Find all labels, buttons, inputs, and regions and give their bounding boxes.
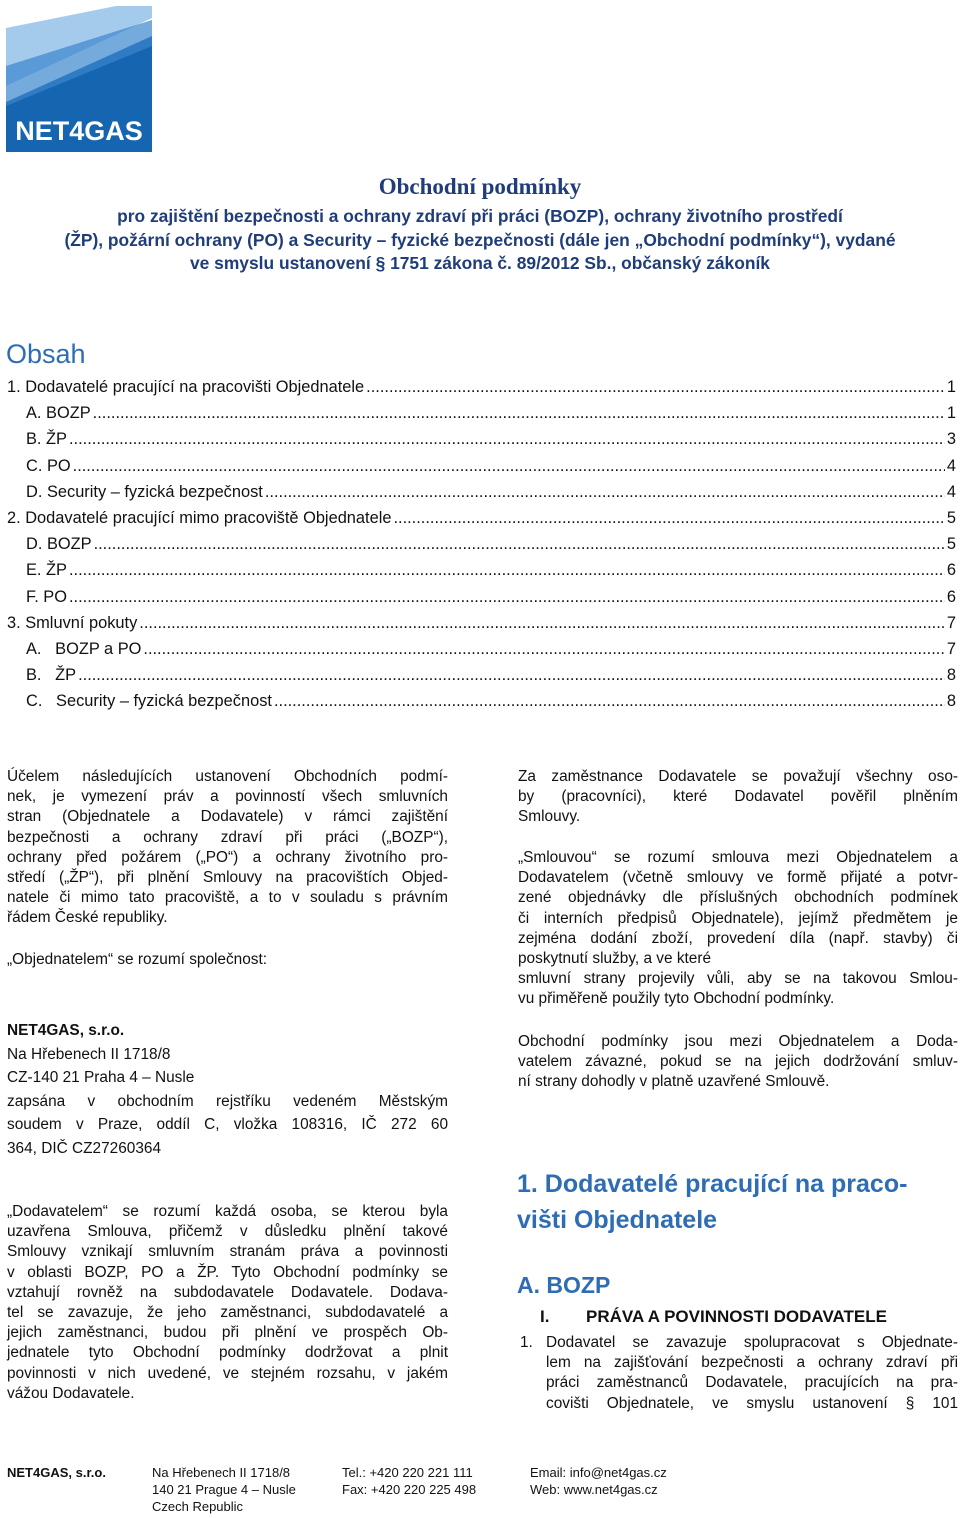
toc-entry-label: 2. Dodavatelé pracující mimo pracoviště Objednatele (7, 509, 392, 527)
toc-heading: Obsah (6, 339, 86, 369)
toc-entry[interactable] (26, 535, 956, 557)
toc-entry-label: C. PO (26, 456, 71, 475)
text-line: bezpečnosti a ochrany zdraví při práci („BOZP“), (7, 828, 448, 846)
text-line: uzavřena Smlouva, přičemž v důsledku plnění takové (7, 1223, 448, 1241)
subtitle-line: pro zajištění bezpečnosti a ochrany zdraví při práci (BOZP), ochrany životního prostředí (117, 206, 843, 226)
company-name: NET4GAS, s.r.o. (7, 1022, 125, 1039)
toc-entry[interactable] (7, 509, 956, 531)
toc-entry[interactable] (26, 483, 956, 505)
text-line: Obchodní podmínky jsou mezi Objednatelem a Doda- (518, 1033, 958, 1050)
text-line: vu přiměřeně použily tyto Obchodní podmínky. (518, 990, 835, 1008)
toc-entry-page: 4 (946, 482, 956, 501)
list-item (520, 1333, 958, 1414)
text-line: vatelem závazné, pokud se na jejich dodržování smluv- (518, 1053, 958, 1071)
footer-address (152, 1464, 296, 1515)
footer-line: 140 21 Prague 4 – Nusle (152, 1482, 296, 1497)
footer-line: Czech Republic (152, 1499, 244, 1514)
text-line: zené objednávky dle příslušných obchodních podmínek (518, 889, 958, 907)
text-line: práci zaměstnanců Dodavatele, pracujících na pra- (546, 1374, 958, 1392)
text-line: Účelem následujících ustanovení Obchodních podmí- (7, 768, 448, 785)
footer-line: Na Hřebenech II 1718/8 (152, 1465, 291, 1480)
text-line: natele či mimo tato pracoviště, a to v souladu s právním (7, 889, 448, 907)
toc-entry[interactable] (26, 666, 956, 688)
toc-entry[interactable] (26, 692, 956, 714)
toc-leader-dots (139, 614, 945, 633)
toc-entry-page: 4 (946, 456, 956, 475)
toc-entry[interactable] (7, 614, 956, 636)
toc-entry-label: A. BOZP (26, 404, 91, 423)
section-heading-line: višti Objednatele (517, 1206, 718, 1234)
footer-company: NET4GAS, s.r.o. (7, 1465, 106, 1480)
section-heading-line: 1. Dodavatelé pracující na praco- (517, 1170, 908, 1198)
toc-entry-label: 1. Dodavatelé pracující na pracovišti Objednatele (7, 378, 365, 396)
toc-entry[interactable] (26, 430, 956, 452)
text-line: Za zaměstnance Dodavatele se považují všechny oso- (518, 768, 958, 785)
toc-leader-dots (393, 509, 944, 528)
text-line: nek, je vymezení práv a povinností všech smluvních (7, 788, 448, 806)
footer-web (530, 1464, 667, 1498)
subsection-heading: A. BOZP (517, 1272, 611, 1298)
footer-line: Fax: +420 220 225 498 (342, 1482, 477, 1497)
toc-entry-page: 6 (946, 561, 956, 580)
objednatel-definition (7, 950, 448, 970)
toc-entry[interactable] (26, 588, 956, 610)
text-line: Smlouvy. (518, 808, 581, 826)
text-line: stran (Objednatele a Dodavatele) v rámci zajištění (7, 808, 448, 826)
list-item-number: 1. (520, 1334, 533, 1351)
document-title: Obchodní podmínky (378, 174, 582, 199)
toc-entry[interactable] (26, 404, 956, 426)
employees-definition (518, 767, 958, 828)
company-vat: 364, DIČ CZ27260364 (7, 1139, 162, 1157)
toc-entry-page: 1 (946, 404, 956, 423)
binding-paragraph (518, 1032, 958, 1093)
text-line: jejich zaměstnanci, budou při plnění ve prospěch Ob- (7, 1324, 448, 1342)
toc-leader-dots (366, 378, 945, 397)
toc-leader-dots (93, 404, 945, 423)
toc-entry-label: A. BOZP a PO (26, 640, 142, 658)
text-line: povinnosti v nich uvedené, ve stejném rozsahu, v jakém (7, 1364, 448, 1382)
text-line: Smlouvy vznikají smluvním stranám práva a povinnosti (7, 1243, 448, 1261)
section-heading (517, 1166, 907, 1238)
text-line: lem na zajišťování bezpečnosti a ochrany zdraví při (546, 1354, 958, 1372)
text-line: „Dodavatelem“ se rozumí každá osoba, se kterou byla (7, 1203, 448, 1220)
toc-leader-dots (274, 692, 945, 711)
toc-leader-dots (69, 561, 945, 580)
intro-paragraph (7, 767, 448, 929)
text-line: by (pracovníci), které Dodavatel pověřil plněním (518, 788, 958, 806)
toc-entry[interactable] (26, 640, 956, 662)
logo-graphic (6, 6, 152, 152)
text-line: Dodavatel se zavazuje spolupracovat s Objednate- (546, 1334, 958, 1351)
text-line: zejména dodání zboží, provedení díla (např. stavby) či (518, 929, 958, 947)
rights-heading-text: PRÁVA A POVINNOSTI DODAVATELE (586, 1307, 887, 1326)
toc-entry-page: 1 (946, 378, 956, 396)
toc-leader-dots (265, 483, 945, 502)
toc-entry-page: 5 (946, 535, 956, 554)
smlouva-definition (518, 848, 958, 1010)
company-registry: soudem v Praze, oddíl C, vložka 108316, IČ 272 60 (7, 1116, 448, 1133)
toc-leader-dots (143, 640, 944, 659)
toc-entry-label: F. PO (26, 587, 67, 606)
subtitle-line: (ŽP), požární ochrany (PO) a Security – fyzické bezpečnosti (dále jen „Obchodní podmínky“), vydané (64, 230, 896, 250)
company-city: CZ-140 21 Praha 4 – Nusle (7, 1069, 195, 1086)
toc-entry-label: C. Security – fyzická bezpečnost (26, 692, 272, 711)
toc-entry-label: D. BOZP (26, 535, 92, 554)
footer-website[interactable]: Web: www.net4gas.cz (530, 1482, 658, 1497)
text-line: covišti Objednatele, ve smyslu ustanovení § 101 (546, 1394, 958, 1412)
text-line: ochrany před požárem („PO“) a ochrany životního pro- (7, 848, 448, 866)
toc-leader-dots (94, 535, 945, 554)
rights-heading-number: I. (540, 1307, 550, 1326)
company-address: Na Hřebenech II 1718/8 (7, 1045, 171, 1063)
net4gas-logo (6, 6, 152, 152)
toc-entry-page: 8 (946, 692, 956, 711)
toc-entry-label: D. Security – fyzická bezpečnost (26, 482, 263, 501)
text-line: tel se zavazuje, že jeho zaměstnanci, subdodavatelé a (7, 1304, 448, 1322)
toc-entry-page: 6 (946, 587, 956, 606)
toc-entry-label: B. ŽP (26, 666, 77, 685)
company-registry: zapsána v obchodním rejstříku vedeném Městským (7, 1092, 448, 1110)
text-line: „Objednatelem“ se rozumí společnost: (7, 951, 268, 968)
toc-entry[interactable] (7, 378, 956, 400)
text-line: jednatele tyto Obchodní podmínky dodržovat a plnit (7, 1344, 448, 1362)
footer-phone (342, 1464, 476, 1498)
toc-entry-page: 8 (946, 666, 956, 685)
text-line: poskytnutí služby, a ve které (518, 950, 712, 968)
toc-leader-dots (78, 666, 945, 685)
text-line: či interních předpisů Objednatele), jejímž předmětem je (518, 909, 958, 927)
subtitle-line: ve smyslu ustanovení § 1751 zákona č. 89/2012 Sb., občanský zákoník (190, 253, 770, 273)
text-line: vážou Dodavatele. (7, 1384, 135, 1402)
company-info (7, 1019, 448, 1160)
toc-entry-label: E. ŽP (26, 561, 67, 580)
toc-entry-label: B. ŽP (26, 430, 67, 449)
toc-leader-dots (69, 430, 945, 449)
text-line: středí („ŽP“), při plnění Smlouvy na pracovištích Objed- (7, 869, 448, 887)
toc-entry[interactable] (26, 457, 956, 479)
footer-line: Tel.: +420 220 221 111 (342, 1465, 473, 1480)
text-line: ní strany dohodly v platně uzavřené Smlouvě. (518, 1073, 830, 1091)
toc-entry-page: 3 (946, 430, 956, 449)
toc-entry-page: 7 (946, 640, 956, 658)
footer-email[interactable]: Email: info@net4gas.cz (530, 1465, 667, 1480)
toc-entry-page: 7 (946, 613, 956, 632)
toc-entry[interactable] (26, 561, 956, 583)
logo-wordmark: NET4GAS (15, 116, 143, 146)
text-line: smluvní strany projevily vůli, aby se na takovou Smlou- (518, 970, 958, 988)
toc-leader-dots (73, 457, 945, 476)
rights-heading (540, 1307, 887, 1327)
text-line: v oblasti BOZP, PO a ŽP. Tyto Obchodní podmínky se (7, 1263, 448, 1281)
text-line: Dodavatelem (včetně smlouvy ve formě přijaté a potvr- (518, 869, 958, 887)
text-line: „Smlouvou“ se rozumí smlouva mezi Objednatelem a (518, 849, 958, 866)
dodavatel-definition (7, 1202, 448, 1404)
text-line: vztahují rovněž na subdodavatele Dodavatele. Dodava- (7, 1283, 448, 1301)
toc-leader-dots (69, 588, 945, 607)
toc-entry-page: 5 (946, 509, 956, 527)
text-line: řádem České republiky. (7, 909, 168, 927)
toc-entry-label: 3. Smluvní pokuty (7, 613, 138, 632)
